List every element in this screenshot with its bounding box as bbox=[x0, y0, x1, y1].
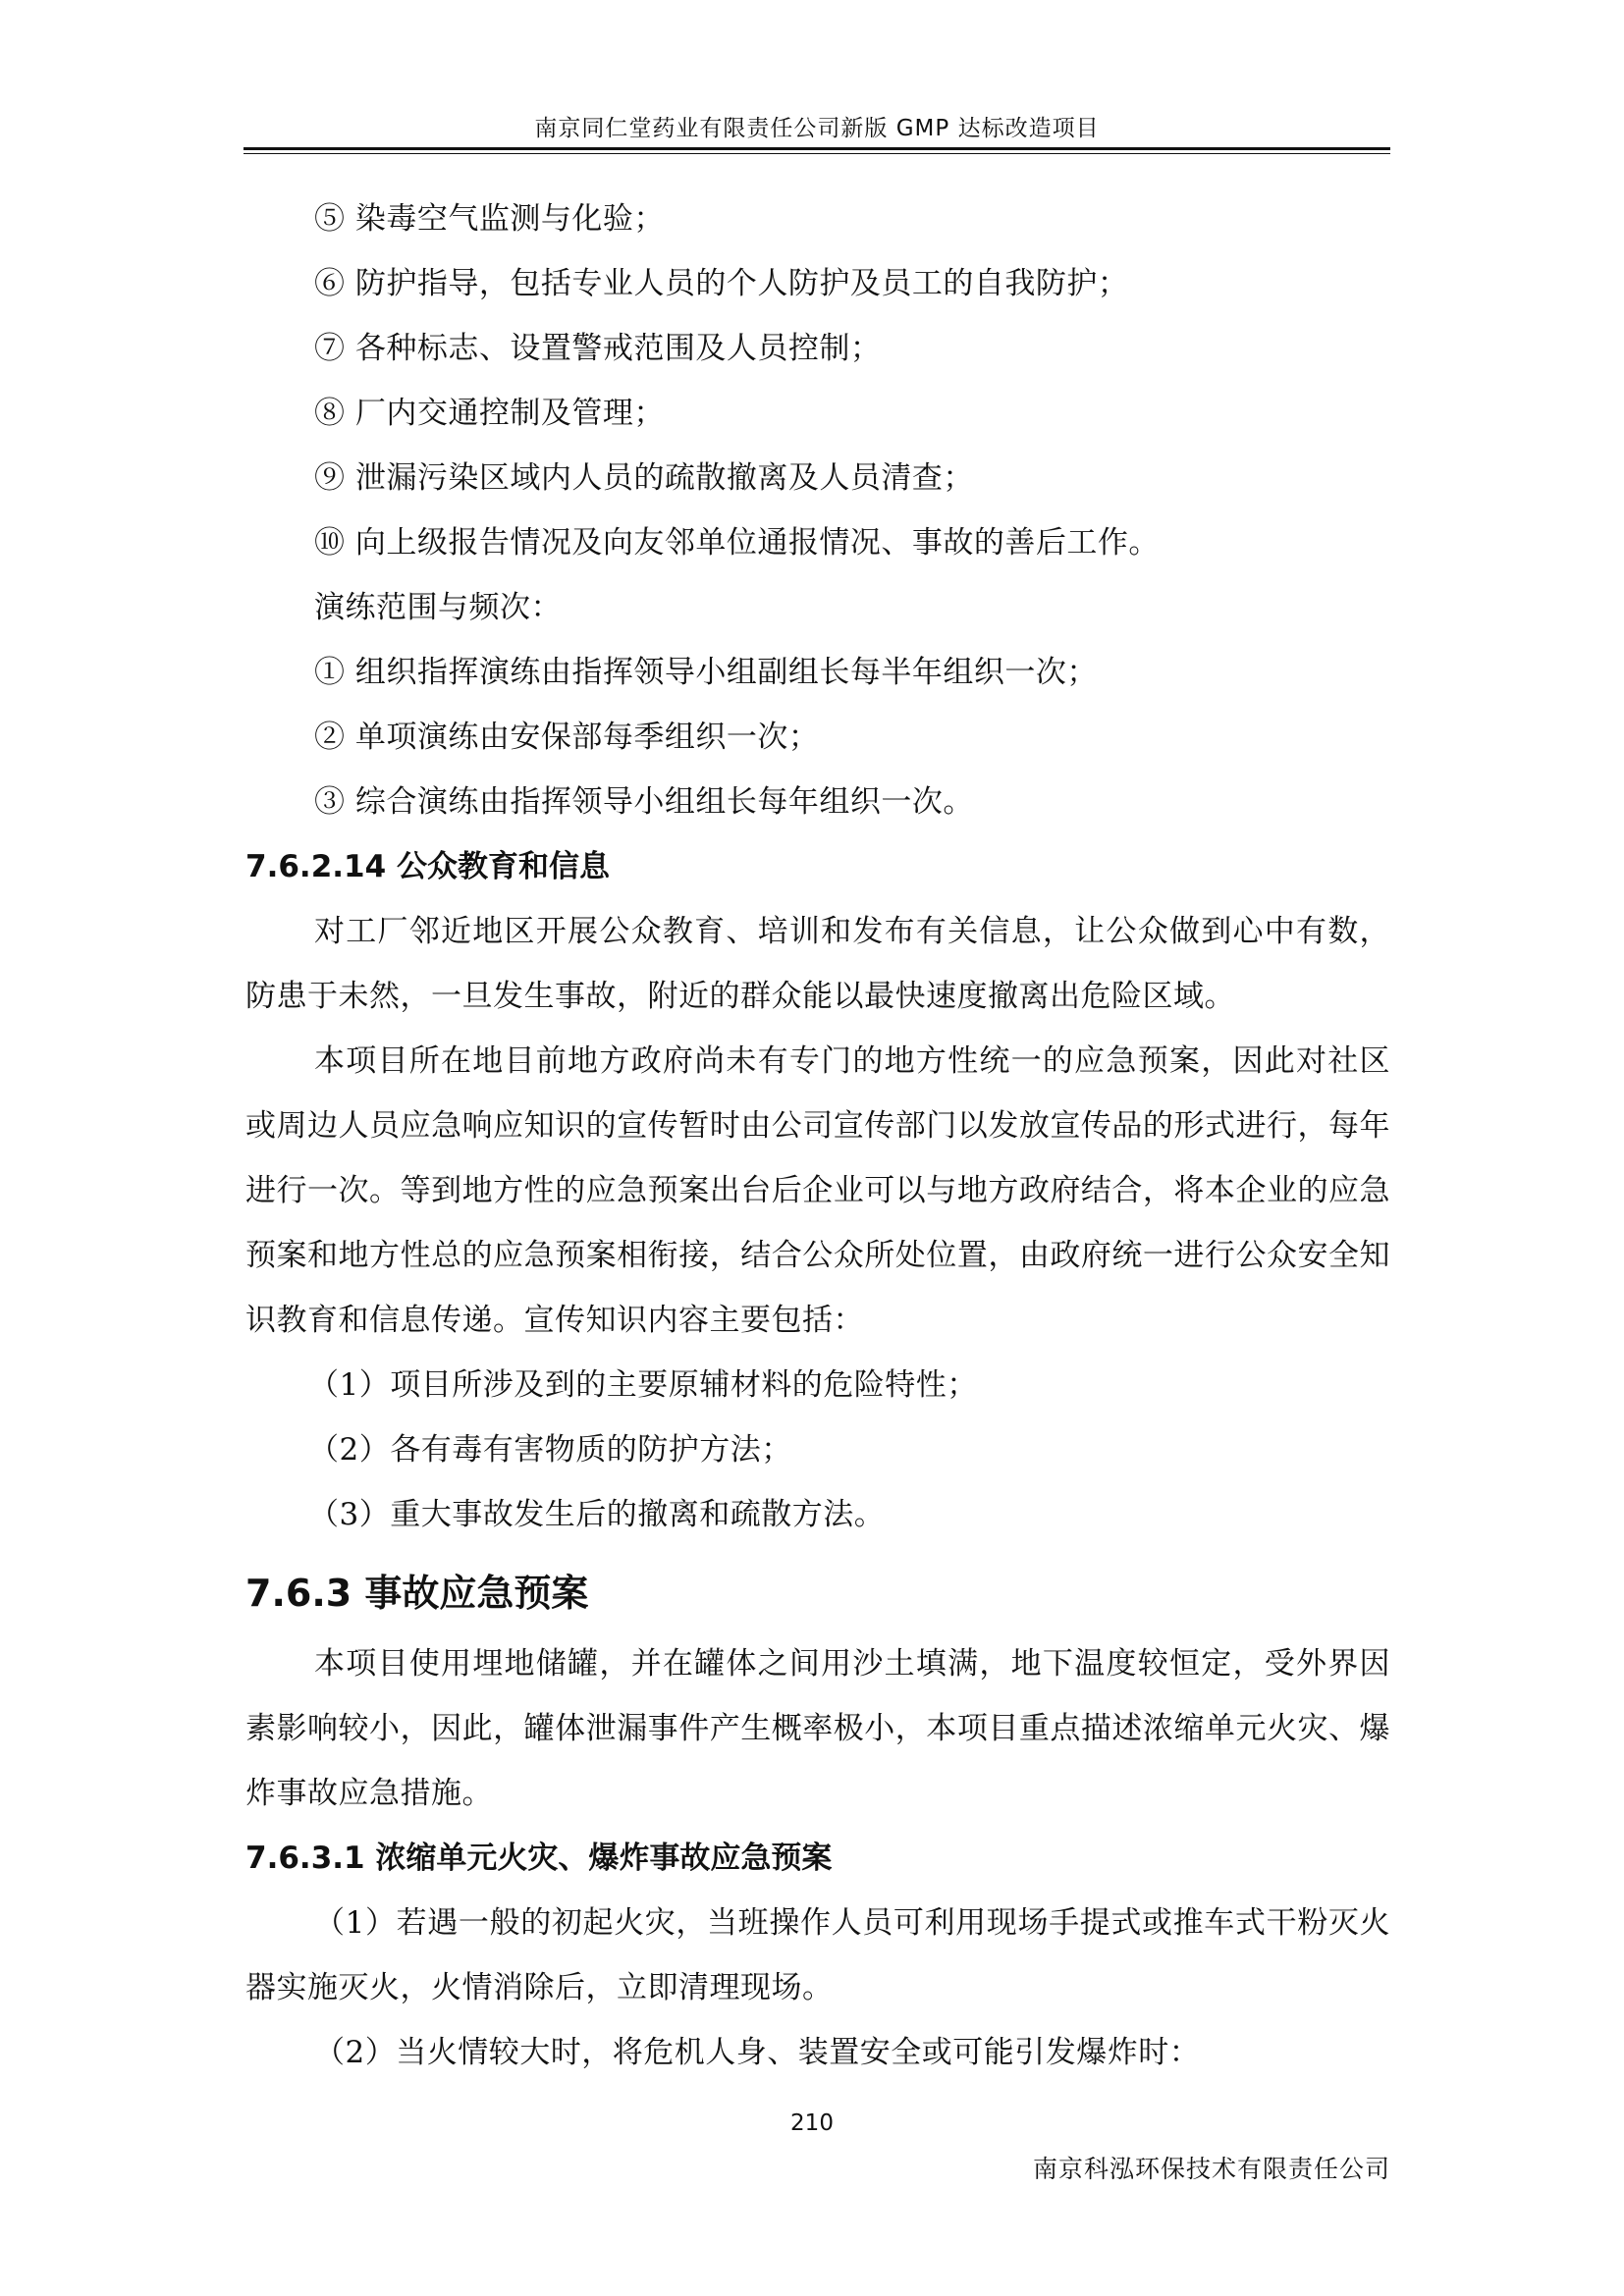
paragraph: 对工厂邻近地区开展公众教育、培训和发布有关信息，让公众做到心中有数，防患于未然，一旦发生事故，附近的群众能以最快速度撤离出危险区域。 bbox=[245, 914, 1390, 1014]
list-item: ⑦ 各种标志、设置警戒范围及人员控制； bbox=[314, 331, 882, 366]
list-item: ⑨ 泄漏污染区域内人员的疏散撤离及人员清查； bbox=[314, 460, 974, 496]
list-item: ① 组织指挥演练由指挥领导小组副组长每半年组织一次； bbox=[314, 655, 1098, 690]
page-body bbox=[245, 187, 1390, 2085]
page-number: 210 bbox=[790, 2110, 834, 2136]
list-item: ⑩ 向上级报告情况及向友邻单位通报情况、事故的善后工作。 bbox=[314, 525, 1160, 561]
list-item: （2）各有毒有害物质的防护方法； bbox=[308, 1432, 792, 1468]
list-item: ⑧ 厂内交通控制及管理； bbox=[314, 396, 665, 431]
list-item: ③ 综合演练由指挥领导小组组长每年组织一次。 bbox=[314, 784, 974, 820]
running-footer: 南京科泓环保技术有限责任公司 bbox=[1032, 2155, 1390, 2183]
header-rule-thin bbox=[244, 153, 1390, 154]
list-item: ⑥ 防护指导，包括专业人员的个人防护及员工的自我防护； bbox=[314, 266, 1129, 301]
running-header: 南京同仁堂药业有限责任公司新版 GMP 达标改造项目 bbox=[534, 116, 1100, 141]
drill-heading: 演练范围与频次： bbox=[314, 590, 562, 625]
section-heading-76214: 7.6.2.14 公众教育和信息 bbox=[245, 849, 610, 884]
list-item: （1）项目所涉及到的主要原辅材料的危险特性； bbox=[308, 1367, 978, 1403]
list-item: （3）重大事故发生后的撤离和疏散方法。 bbox=[308, 1497, 886, 1532]
list-item: ② 单项演练由安保部每季组织一次； bbox=[314, 720, 820, 755]
section-heading-763: 7.6.3 事故应急预案 bbox=[245, 1572, 589, 1615]
list-item: ⑤ 染毒空气监测与化验； bbox=[314, 201, 665, 237]
paragraph: 本项目所在地目前地方政府尚未有专门的地方性统一的应急预案，因此对社区或周边人员应急响应知识的宣传暂时由公司宣传部门以发放宣传品的形式进行，每年进行一次。等到地方性的应急预案出台后企业可以与地方政府结合，将本企业的应急预案和地方性总的应急预案相衔接，结合公众所处位置，由政府统一进行公众安全知识教育和信息传递。宣传知识内容主要包括： bbox=[245, 1043, 1390, 1338]
paragraph: （2）当火情较大时，将危机人身、装置安全或可能引发爆炸时： bbox=[314, 2035, 1201, 2070]
header-rule bbox=[244, 147, 1390, 150]
paragraph: 本项目使用埋地储罐，并在罐体之间用沙土填满，地下温度较恒定，受外界因素影响较小，因此，罐体泄漏事件产生概率极小，本项目重点描述浓缩单元火灾、爆炸事故应急措施。 bbox=[245, 1646, 1390, 1811]
section-heading-7631: 7.6.3.1 浓缩单元火灾、爆炸事故应急预案 bbox=[245, 1841, 833, 1876]
paragraph: （1）若遇一般的初起火灾，当班操作人员可利用现场手提式或推车式干粉灭火器实施灭火，火情消除后，立即清理现场。 bbox=[245, 1905, 1390, 2005]
